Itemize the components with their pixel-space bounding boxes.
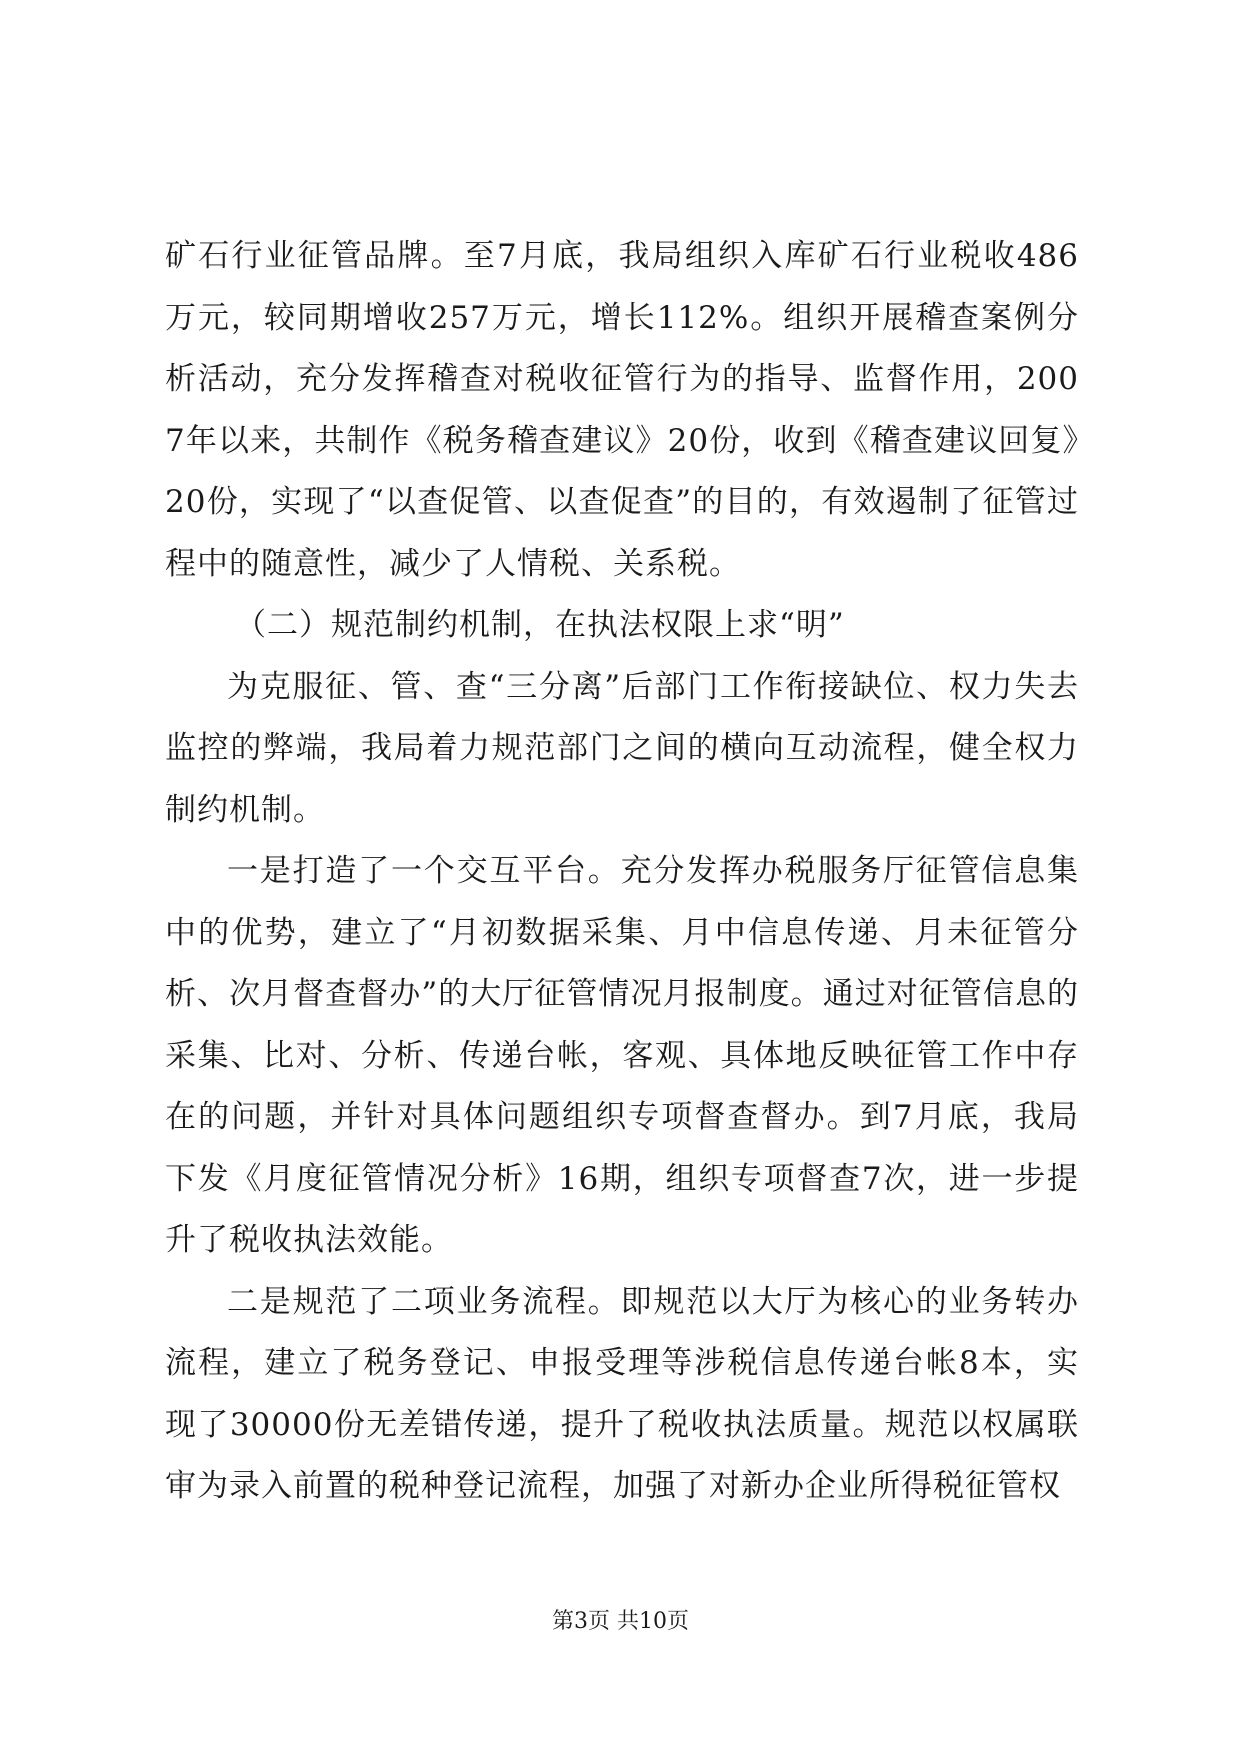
document-body [165,226,1079,1518]
paragraph-intro: 为克服征、管、查“三分离”后部门工作衔接缺位、权力失去监控的弊端，我局着力规范部门之间的横向互动流程，健全权力制约机制。 [165,668,1079,828]
page-number-footer: 第3页 共10页 [552,1609,689,1634]
paragraph-point-two: 二是规范了二项业务流程。即规范以大厅为核心的业务转办流程，建立了税务登记、申报受理等涉税信息传递台帐8本，实现了30000份无差错传递，提升了税收执法质量。规范以权属联审为录入前置的税种登记流程，加强了对新办企业所得税征管权 [165,1283,1079,1504]
section-heading: （二）规范制约机制，在执法权限上求“明” [235,607,845,643]
paragraph-point-one: 一是打造了一个交互平台。充分发挥办税服务厅征管信息集中的优势，建立了“月初数据采集、月中信息传递、月未征管分析、次月督查督办”的大厅征管情况月报制度。通过对征管信息的采集、比对、分析、传递台帐，客观、具体地反映征管工作中存在的问题，并针对具体问题组织专项督查督办。到7月底，我局下发《月度征管情况分析》16期，组织专项督查7次，进一步提升了税收执法效能。 [165,853,1079,1258]
paragraph-continuation: 矿石行业征管品牌。至7月底，我局组织入库矿石行业税收486万元，较同期增收257万元，增长112%。组织开展稽查案例分析活动，充分发挥稽查对税收征管行为的指导、监督作用，2007年以来，共制作《税务稽查建议》20份，收到《稽查建议回复》20份，实现了“以查促管、以查促查”的目的，有效遏制了征管过程中的随意性，减少了人情税、关系税。 [165,238,1079,582]
